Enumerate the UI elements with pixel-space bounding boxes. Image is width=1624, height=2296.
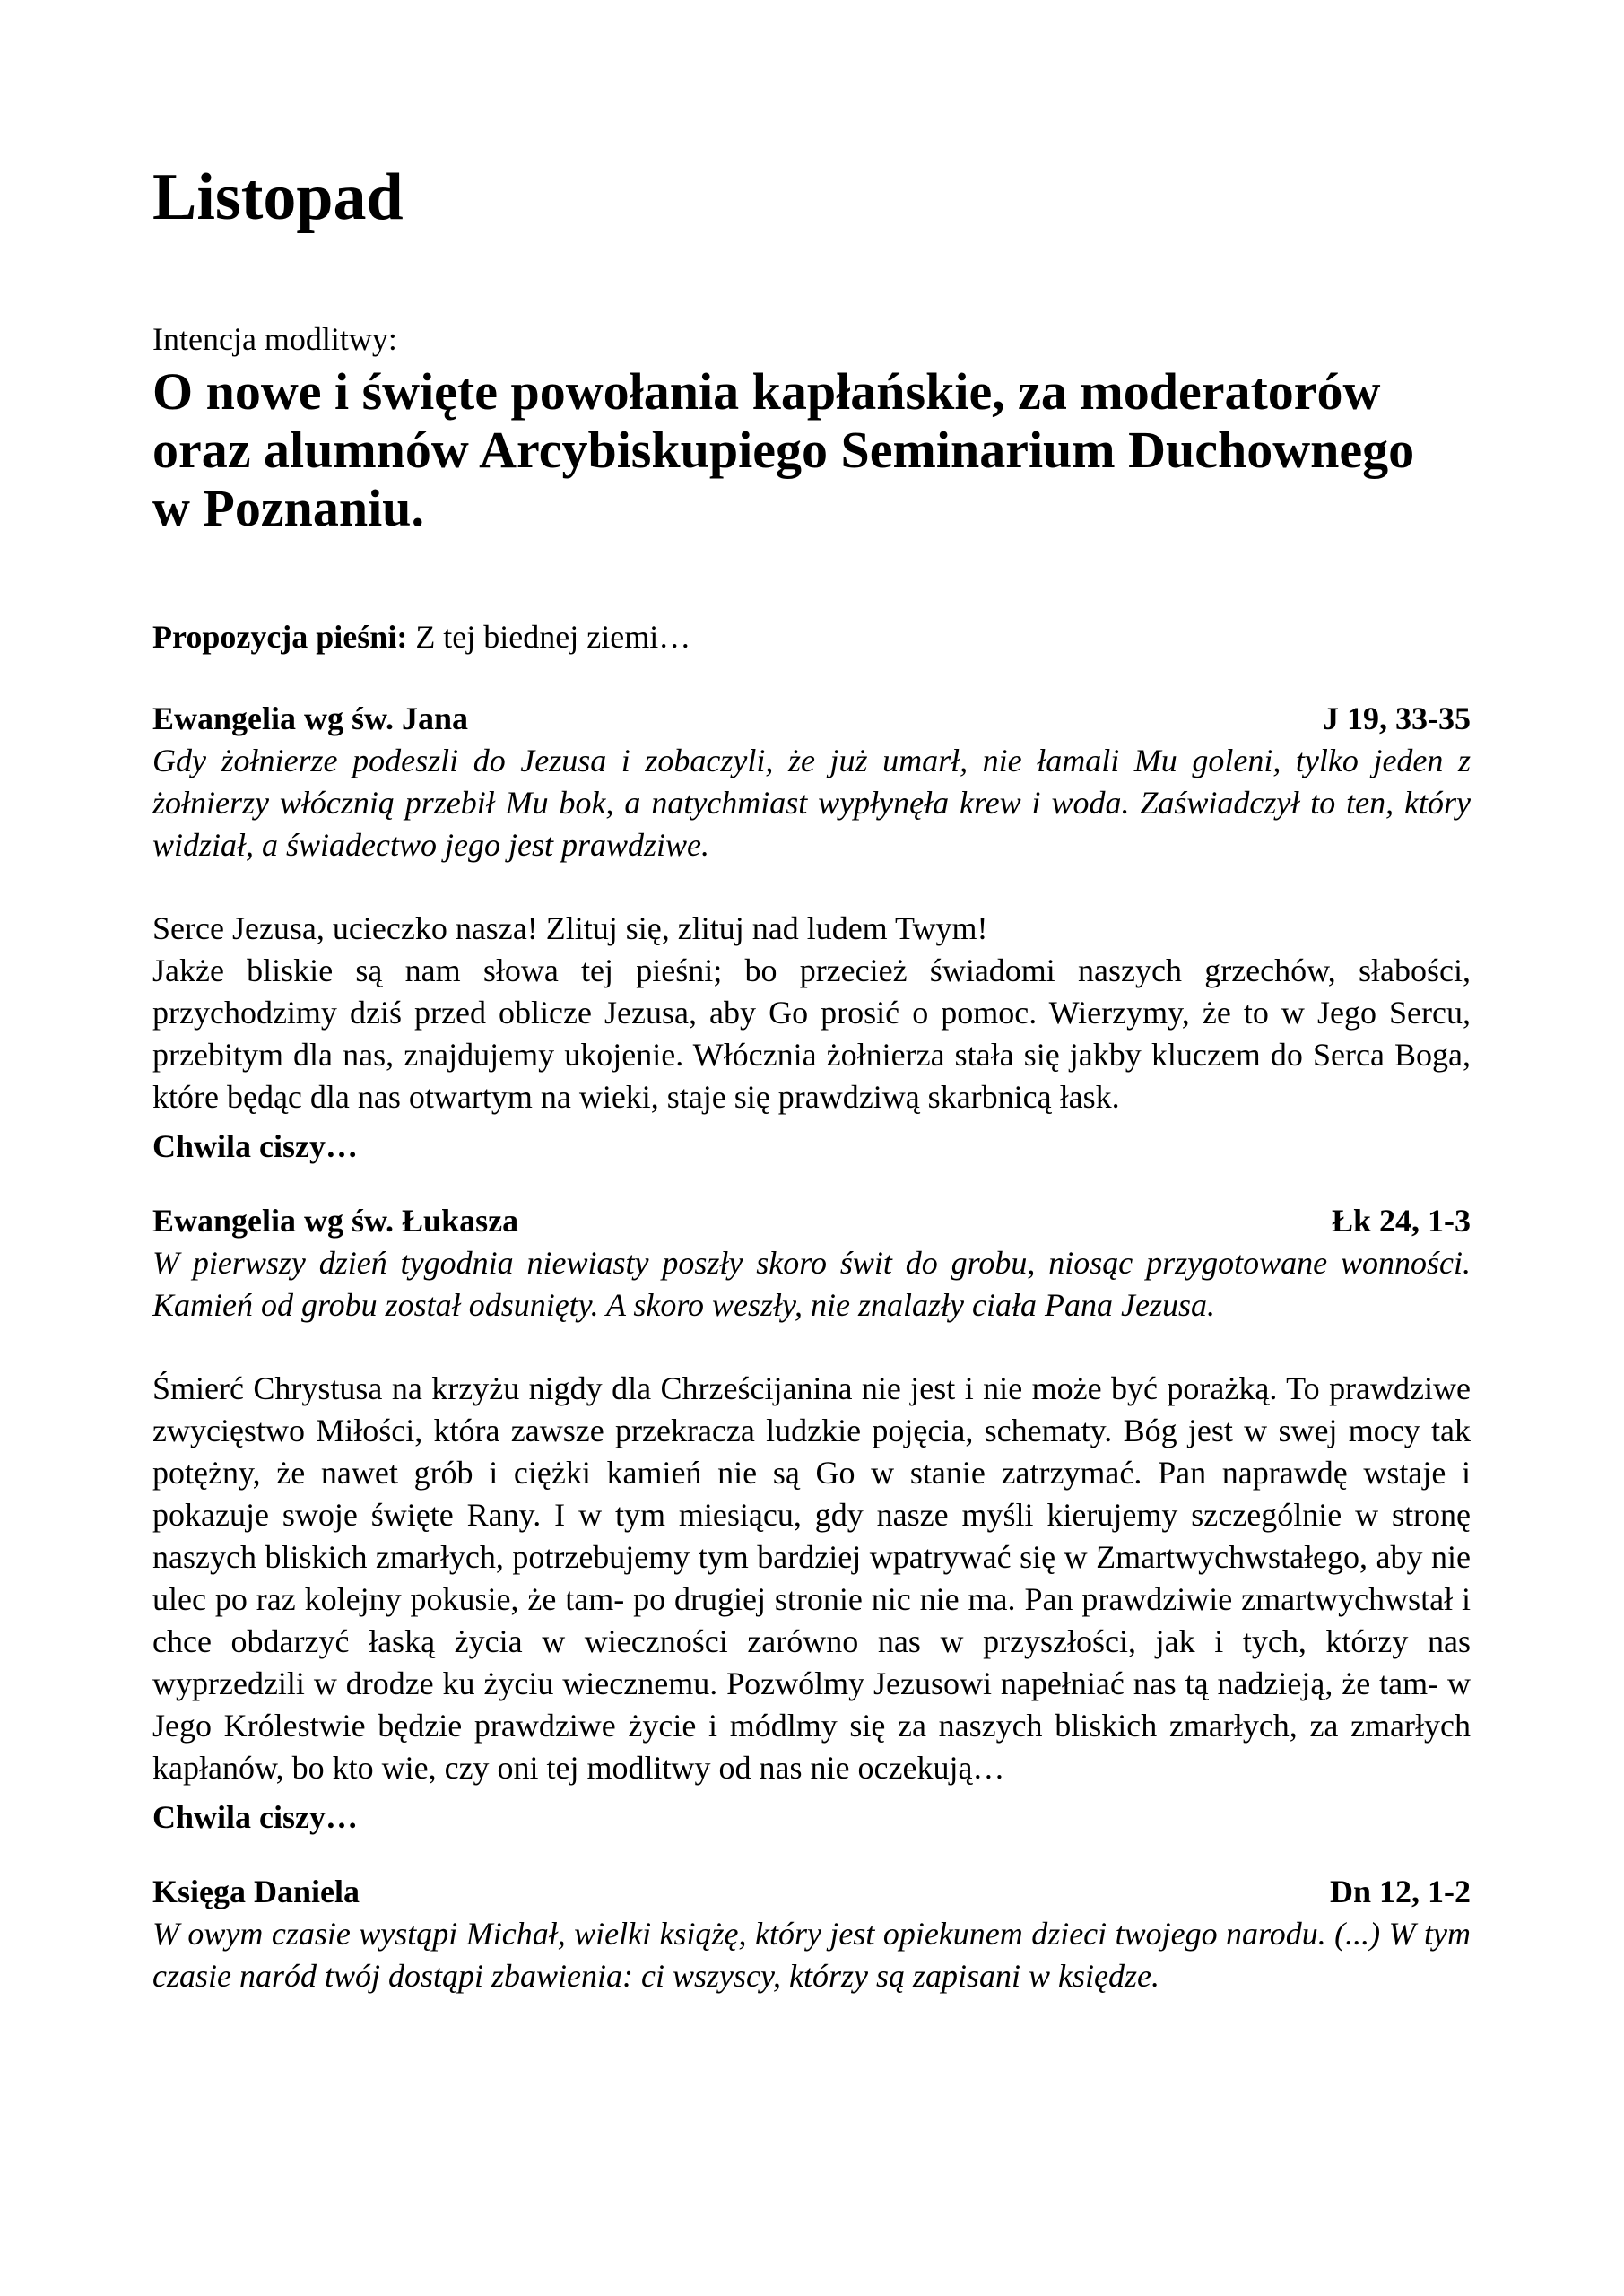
reading-reference: Łk 24, 1-3 — [1331, 1203, 1471, 1239]
reading-title: Księga Daniela — [152, 1874, 360, 1909]
reading-reference: Dn 12, 1-2 — [1329, 1874, 1471, 1909]
intention-line-1: O nowe i święte powołania kapłańskie, za moderatorów — [152, 362, 1381, 421]
intention-line-3: w Poznaniu. — [152, 479, 424, 537]
reflection-paragraph: Jakże bliskie są nam słowa tej pieśni; bo przecież świadomi naszych grzechów, słabości, przychodzimy dziś przed oblicze Jezusa, aby Go prosić o pomoc. Wierzymy, że to w Jego Sercu, przebitym dla nas, znajdujemy ukojenie. Włócznia żołnierza stała się jakby kluczem do Serca Boga, które będąc dla nas otwartym na wieki, staje się prawdziwą skarbnicą łask. — [152, 952, 1471, 1115]
scripture-quote: Gdy żołnierze podeszli do Jezusa i zobaczyli, że już umarł, nie łamali Mu goleni, tylko jeden z żołnierzy włócznią przebił Mu bok, a natychmiast wypłynęła krew i woda. Zaświadczył to ten, który widział, a świadectwo jego jest prawdziwe. — [152, 743, 1471, 863]
reflection-paragraph: Śmierć Chrystusa na krzyżu nigdy dla Chrześcijanina nie jest i nie może być porażką. To prawdziwe zwycięstwo Miłości, która zawsze przekracza ludzkie pojęcia, schematy. Bóg jest w swej mocy tak potężny, że nawet grób i ciężki kamień nie są Go w stanie zatrzymać. Pan naprawdę wstaje i pokazuje swoje święte Rany. I w tym miesiącu, gdy nasze myśli kierujemy szczególnie w stronę naszych bliskich zmarłych, potrzebujemy tym bardziej wpatrywać się w Zmartwychwstałego, aby nie ulec po raz kolejny pokusie, że tam- po drugiej stronie nic nie ma. Pan prawdziwie zmartwychwstał i chce obdarzyć łaską życia w wieczności zarówno nas w przyszłości, jak i tych, którzy nas wyprzedzili w drodze ku życiu wiecznemu. Pozwólmy Jezusowi napełniać nas tą nadzieją, że tam- w Jego Królestwie będzie prawdziwe życie i módlmy się za naszych bliskich zmarłych, za zmarłych kapłanów, bo kto wie, czy oni tej modlitwy od nas nie oczekują… — [152, 1370, 1471, 1786]
pause-line: Chwila ciszy… — [152, 1799, 358, 1835]
reading-header — [152, 698, 1471, 740]
intention-line-2: oraz alumnów Arcybiskupiego Seminarium Duchownego — [152, 421, 1415, 479]
song-suggestion — [152, 616, 1471, 658]
scripture-quote: W pierwszy dzień tygodnia niewiasty poszły skoro świt do grobu, niosąc przygotowane wonności. Kamień od grobu został odsunięty. A skoro weszły, nie znalazły ciała Pana Jezusa. — [152, 1245, 1471, 1323]
page-title: Listopad — [152, 161, 404, 234]
reading-ksiega-daniela — [152, 1871, 1471, 1997]
reading-header — [152, 1200, 1471, 1242]
refrain-line: Serce Jezusa, ucieczko nasza! Zlituj się, zlituj nad ludem Twym! — [152, 910, 988, 946]
intention-text — [152, 362, 1471, 537]
reading-ewangelia-jana — [152, 698, 1471, 1118]
reading-title: Ewangelia wg św. Jana — [152, 700, 469, 736]
song-label: Propozycja pieśni: — [152, 619, 408, 655]
reading-title: Ewangelia wg św. Łukasza — [152, 1203, 519, 1239]
reading-ewangelia-lukasza — [152, 1200, 1471, 1789]
reading-header — [152, 1871, 1471, 1913]
song-text: Z tej biednej ziemi… — [415, 619, 691, 655]
reading-reference: J 19, 33-35 — [1323, 700, 1471, 736]
scripture-quote: W owym czasie wystąpi Michał, wielki książę, który jest opiekunem dzieci twojego narodu. (...) W tym czasie naród twój dostąpi zbawienia: ci wszyscy, którzy są zapisani w księdze. — [152, 1916, 1471, 1994]
pause-line: Chwila ciszy… — [152, 1128, 358, 1164]
intention-label: Intencja modlitwy: — [152, 321, 397, 357]
